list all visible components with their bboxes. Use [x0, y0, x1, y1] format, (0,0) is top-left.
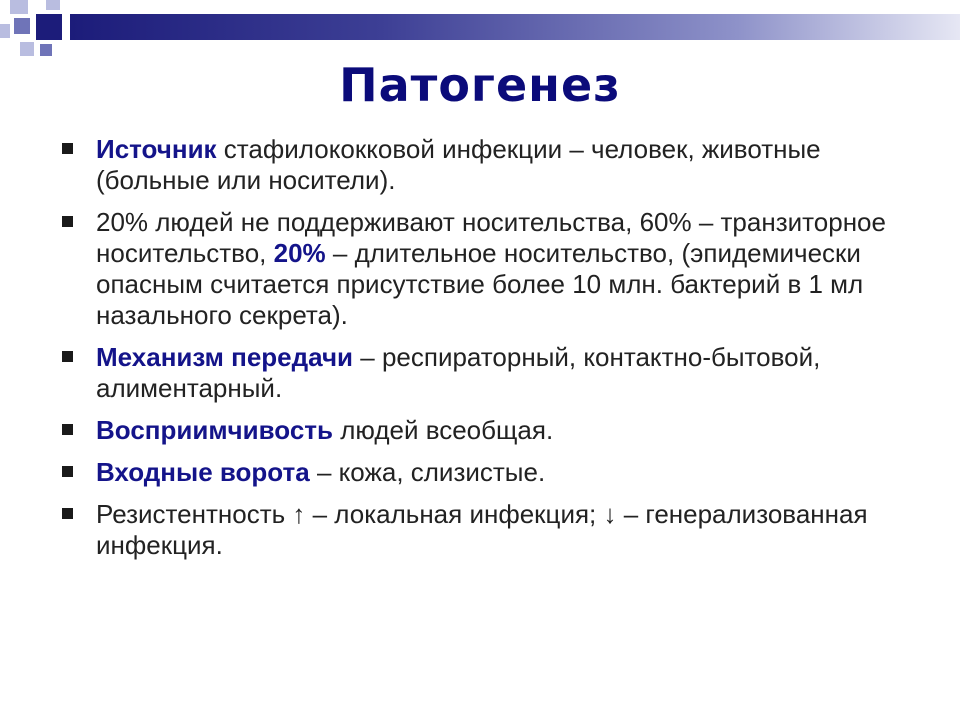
- square-bullet-icon: [62, 216, 73, 227]
- decor-square: [0, 24, 10, 38]
- bullet-keyword: Источник: [96, 134, 217, 164]
- bullet-item: [60, 499, 920, 561]
- bullet-item: [60, 207, 920, 331]
- bullet-text: стафилококковой инфекции – человек, животные (больные или носители).: [96, 134, 821, 195]
- decor-square: [10, 0, 28, 14]
- slide-title: Патогенез: [339, 58, 621, 112]
- bullet-item: [60, 134, 920, 196]
- decor-square: [46, 0, 60, 10]
- bullet-text: – кожа, слизистые.: [309, 457, 546, 487]
- bullet-keyword: Восприимчивость: [96, 415, 333, 445]
- square-bullet-icon: [62, 466, 73, 477]
- decor-square: [36, 14, 62, 40]
- bullet-list: [60, 134, 920, 572]
- square-bullet-icon: [62, 351, 73, 362]
- bullet-keyword: Механизм передачи: [96, 342, 354, 372]
- bullet-keyword: 20%: [273, 238, 326, 268]
- square-bullet-icon: [62, 143, 73, 154]
- bullet-item: [60, 457, 920, 488]
- bullet-keyword: Входные ворота: [96, 457, 310, 487]
- bullet-text: Резистентность ↑ – локальная инфекция; ↓ – генерализованная инфекция.: [96, 499, 868, 560]
- bullet-text: – длительное носительство, (эпидемически опасным считается присутствие более 10 млн. бактерий в 1 мл назального секрета).: [96, 238, 864, 330]
- bullet-text: – респираторный, контактно-бытовой, алиментарный.: [96, 342, 821, 403]
- decor-square: [40, 44, 52, 56]
- decor-square: [20, 42, 34, 56]
- square-bullet-icon: [62, 508, 73, 519]
- bullet-item: [60, 342, 920, 404]
- square-bullet-icon: [62, 424, 73, 435]
- header-gradient-bar: [70, 14, 960, 40]
- bullet-item: [60, 415, 920, 446]
- decor-square: [14, 18, 30, 34]
- bullet-text: людей всеобщая.: [333, 415, 554, 445]
- bullet-text: 20% людей не поддерживают носительства, 60% – транзиторное носительство,: [96, 207, 886, 268]
